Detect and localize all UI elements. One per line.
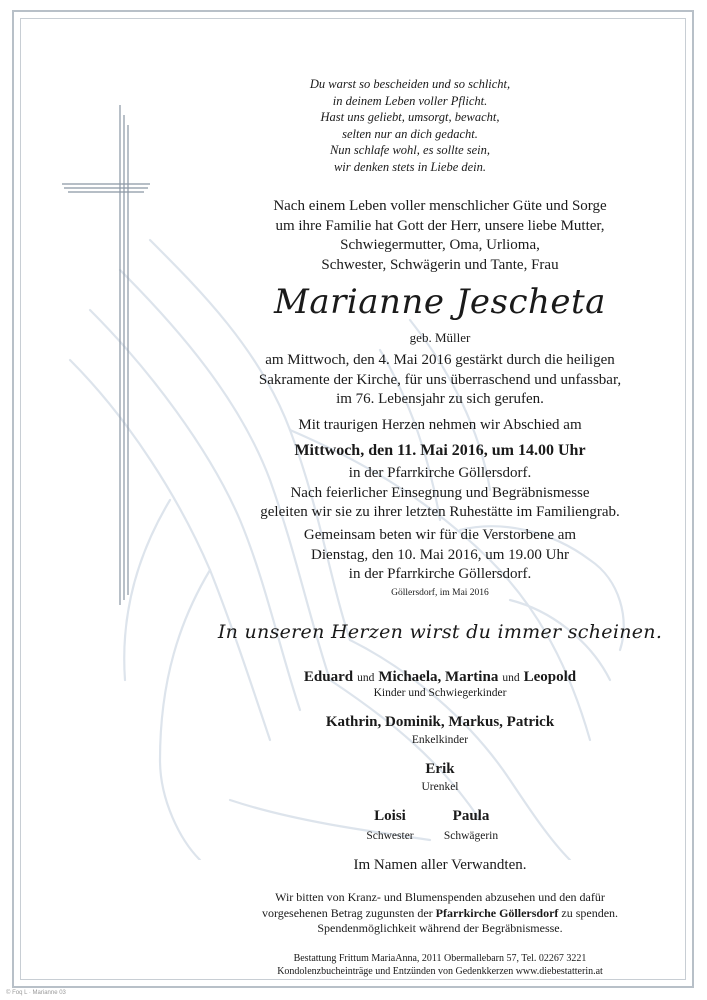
donation-line: Spendenmöglichkeit während der Begräbnismesse. (317, 921, 563, 935)
funeral-date: Mittwoch, den 11. Mai 2016, um 14.00 Uhr (294, 442, 586, 459)
prayer-notice (200, 526, 680, 585)
relatives-line: Im Namen aller Verwandten. (353, 857, 527, 873)
poem-line: wir denken stets in Liebe dein. (333, 159, 487, 174)
donation-text: zu spenden. (561, 905, 619, 920)
maiden-name: geb. Müller (409, 330, 471, 345)
donation-text: vorgesehenen Betrag zugunsten der (261, 905, 433, 920)
intro-line: um ihre Familie hat Gott der Herr, unsere liebe Mutter, (275, 217, 605, 234)
funeral-details-line: Nach feierlicher Einsegnung und Begräbnismesse (290, 484, 590, 501)
death-notice-line: am Mittwoch, den 4. Mai 2016 gestärkt durch die heiligen (265, 352, 615, 368)
sister-in-law-name: Paula (452, 808, 490, 824)
donation-request (200, 890, 680, 937)
death-notice-line: Sakramente der Kirche, für uns überraschend und unfassbar, (258, 371, 622, 388)
sister-in-law (436, 808, 506, 843)
prayer-line: Gemeinsam beten wir für die Verstorbene am (303, 527, 577, 543)
donation-line: Wir bitten von Kranz- und Blumenspenden abzusehen und den dafür (275, 890, 605, 904)
intro-line: Nach einem Leben voller menschlicher Güte und Sorge (273, 198, 607, 214)
children-role: Kinder und Schwiegerkinder (373, 687, 507, 699)
footer-line: Bestattung Frittum MariaAnna, 2011 Obermallebarn 57, Tel. 02267 3221 (293, 953, 587, 964)
prayer-line: Dienstag, den 10. Mai 2016, um 19.00 Uhr (311, 546, 569, 563)
and-word: und (357, 672, 375, 684)
intro-line: Schwester, Schwägerin und Tante, Frau (321, 256, 559, 273)
poem (250, 76, 570, 175)
deceased-name: Marianne Jescheta (274, 282, 606, 322)
poem-line: Nun schlafe wohl, es sollte sein, (329, 143, 491, 157)
child-name: Michaela, Martina (378, 669, 499, 685)
place-date: Göllersdorf, im Mai 2016 (391, 588, 489, 598)
sister-role: Schwester (366, 830, 414, 842)
grandchildren-names: Kathrin, Dominik, Markus, Patrick (325, 714, 555, 730)
poem-line: selten nur an dich gedacht. (342, 126, 478, 141)
cross-icon (60, 100, 150, 610)
and-word: und (502, 672, 520, 684)
poem-line: Du warst so bescheiden und so schlicht, (309, 77, 511, 91)
sister (360, 808, 420, 843)
intro-line: Schwiegermutter, Oma, Urlioma, (340, 237, 540, 253)
donation-line (200, 906, 680, 922)
death-notice-line: im 76. Lebensjahr zu sich gerufen. (336, 391, 544, 407)
motto: In unseren Herzen wirst du immer scheinen. (217, 621, 663, 643)
footer-line: Kondolenzbucheinträge und Entzünden von Gedenkkerzen www.diebestatterin.at (277, 966, 603, 977)
funeral-details-line: in der Pfarrkirche Göllersdorf. (348, 465, 532, 481)
donation-recipient: Pfarrkirche Göllersdorf (435, 905, 559, 920)
child-name: Eduard (303, 669, 354, 685)
death-notice (200, 351, 680, 410)
poem-line: Hast uns geliebt, umsorgt, bewacht, (320, 110, 500, 124)
margin-code: © Foq L · Marianne 03 (6, 990, 66, 996)
farewell-intro: Mit traurigen Herzen nehmen wir Abschied am (298, 417, 582, 433)
intro-text (200, 197, 680, 275)
footer (200, 952, 680, 978)
grandchildren-role: Enkelkinder (411, 734, 469, 746)
great-grandchild-role: Urenkel (421, 781, 459, 793)
funeral-details (200, 464, 680, 523)
children-names (200, 668, 680, 686)
prayer-line: in der Pfarrkirche Göllersdorf. (348, 566, 532, 582)
sister-name: Loisi (374, 808, 406, 824)
sister-in-law-role: Schwägerin (443, 830, 499, 842)
funeral-details-line: geleiten wir sie zu ihrer letzten Ruhestätte im Familiengrab. (260, 504, 620, 520)
poem-line: in deinem Leben voller Pflicht. (332, 93, 488, 108)
child-name: Leopold (523, 669, 577, 685)
great-grandchild-name: Erik (425, 761, 455, 777)
